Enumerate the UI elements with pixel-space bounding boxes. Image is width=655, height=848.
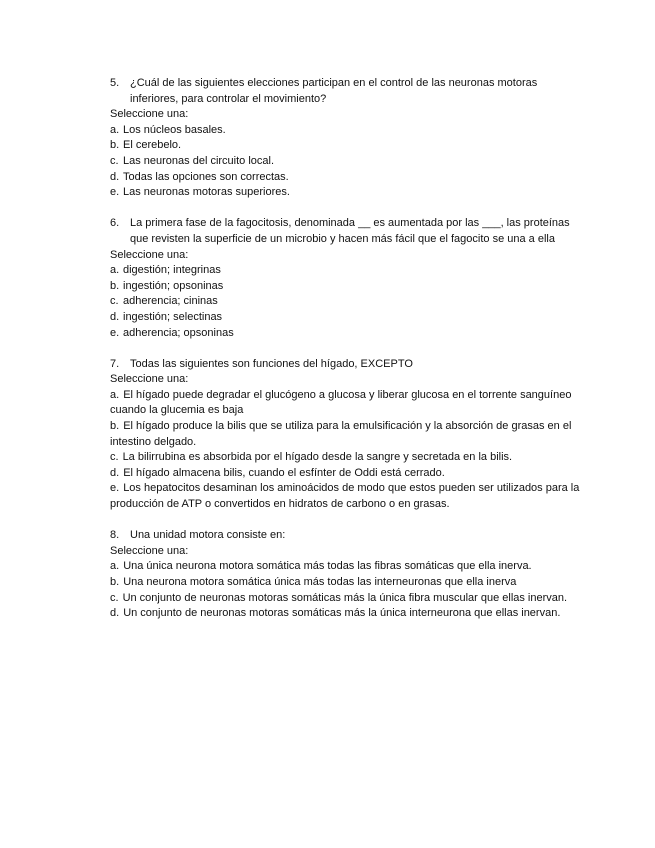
option-a[interactable] xyxy=(110,123,580,139)
option-text: Las neuronas del circuito local. xyxy=(123,154,275,167)
option-text: Los hepatocitos desaminan los aminoácidos de modo que estos pueden ser utilizados para la producción de ATP o convertidos en hidratos de carbono o en grasas. xyxy=(110,482,580,511)
question-5 xyxy=(110,76,580,201)
option-text: El hígado puede degradar el glucógeno a glucosa y liberar glucosa en el torrente sanguíneo cuando la glucemia es baja xyxy=(110,388,572,417)
option-text: El hígado produce la bilis que se utiliza para la emulsificación y la absorción de grasas en el intestino delgado. xyxy=(110,420,572,448)
question-number: 7. xyxy=(110,357,120,370)
option-a[interactable] xyxy=(110,263,580,279)
option-text: Todas las opciones son correctas. xyxy=(123,170,289,183)
option-letter: b. xyxy=(110,420,120,433)
question-number: 6. xyxy=(110,217,120,230)
option-letter: c. xyxy=(110,154,119,167)
option-text: ingestión; opsoninas xyxy=(123,279,224,292)
option-text: digestión; integrinas xyxy=(123,264,221,277)
option-text: ingestión; selectinas xyxy=(123,310,223,323)
option-letter: d. xyxy=(110,607,120,620)
option-text: Una única neurona motora somática más todas las fibras somáticas que ella inerva. xyxy=(123,560,532,573)
option-d[interactable] xyxy=(110,466,580,482)
option-d[interactable] xyxy=(110,606,580,622)
option-letter: d. xyxy=(110,310,120,323)
option-letter: e. xyxy=(110,326,120,339)
option-letter: a. xyxy=(110,264,120,277)
question-text: Una unidad motora consiste en: xyxy=(130,529,286,542)
option-text: Los núcleos basales. xyxy=(123,123,226,136)
option-letter: d. xyxy=(110,170,120,183)
option-letter: d. xyxy=(110,466,120,479)
select-prompt: Seleccione una: xyxy=(110,248,189,261)
option-text: Un conjunto de neuronas motoras somáticas más la única fibra muscular que ellas inervan. xyxy=(122,591,568,604)
option-c[interactable] xyxy=(110,591,580,607)
option-c[interactable] xyxy=(110,294,580,310)
option-text: La bilirrubina es absorbida por el hígado desde la sangre y secretada en la bilis. xyxy=(122,451,513,464)
option-b[interactable] xyxy=(110,279,580,295)
select-prompt: Seleccione una: xyxy=(110,373,189,386)
option-text: El hígado almacena bilis, cuando el esfínter de Oddi está cerrado. xyxy=(123,466,445,479)
option-text: El cerebelo. xyxy=(123,139,182,152)
question-header xyxy=(110,357,580,373)
option-letter: a. xyxy=(110,560,120,573)
question-text: La primera fase de la fagocitosis, denominada __ es aumentada por las ___, las proteínas que revisten la superficie de un microbio y hacen más fácil que el fagocito se una a ella xyxy=(130,217,570,245)
question-text: ¿Cuál de las siguientes elecciones participan en el control de las neuronas motoras inferiores, para controlar el movimiento? xyxy=(130,77,538,105)
option-text: Las neuronas motoras superiores. xyxy=(123,186,290,199)
option-b[interactable] xyxy=(110,138,580,154)
select-prompt: Seleccione una: xyxy=(110,108,189,121)
option-letter: b. xyxy=(110,139,120,152)
option-letter: e. xyxy=(110,482,120,495)
option-c[interactable] xyxy=(110,154,580,170)
option-d[interactable] xyxy=(110,310,580,326)
option-text: Un conjunto de neuronas motoras somáticas más la única interneurona que ellas inervan. xyxy=(123,607,561,620)
option-letter: e. xyxy=(110,186,120,199)
option-d[interactable] xyxy=(110,170,580,186)
option-letter: b. xyxy=(110,576,120,588)
option-letter: c. xyxy=(110,451,119,464)
option-letter: c. xyxy=(110,591,119,604)
question-6 xyxy=(110,216,580,341)
option-a[interactable] xyxy=(110,559,580,575)
question-header xyxy=(110,216,580,247)
option-a[interactable] xyxy=(110,388,580,419)
option-e[interactable] xyxy=(110,326,580,342)
question-8 xyxy=(110,528,580,622)
question-header xyxy=(110,76,580,107)
option-letter: c. xyxy=(110,295,119,308)
option-letter: b. xyxy=(110,279,120,292)
question-number: 5. xyxy=(110,77,120,89)
question-number: 8. xyxy=(110,529,120,542)
option-b[interactable] xyxy=(110,419,580,450)
question-text: Todas las siguientes son funciones del hígado, EXCEPTO xyxy=(130,357,413,370)
option-text: Una neurona motora somática única más todas las interneuronas que ella inerva xyxy=(123,576,517,588)
option-c[interactable] xyxy=(110,450,580,466)
option-text: adherencia; opsoninas xyxy=(123,326,234,339)
question-7 xyxy=(110,357,580,513)
option-b[interactable] xyxy=(110,575,580,591)
option-letter: a. xyxy=(110,123,120,136)
option-letter: a. xyxy=(110,388,120,401)
document-page xyxy=(110,76,580,637)
option-e[interactable] xyxy=(110,481,580,512)
question-header xyxy=(110,528,580,544)
option-text: adherencia; cininas xyxy=(123,295,218,308)
select-prompt: Seleccione una: xyxy=(110,544,189,557)
option-e[interactable] xyxy=(110,185,580,201)
